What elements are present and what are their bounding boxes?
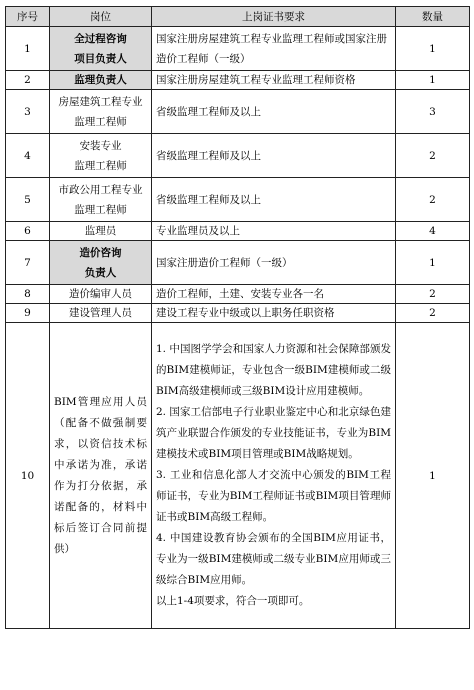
- header-index: 序号: [6, 7, 50, 27]
- table-row-6: [6, 222, 470, 241]
- row-quantity: 1: [396, 71, 470, 90]
- row-index: 10: [6, 323, 50, 629]
- row-requirement: 省级监理工程师及以上: [152, 178, 396, 222]
- role-line: 负责人: [84, 266, 117, 279]
- row-requirement: 省级监理工程师及以上: [152, 134, 396, 178]
- row-quantity: 3: [396, 90, 470, 134]
- table-row-3: [6, 90, 470, 134]
- row-requirement: 省级监理工程师及以上: [152, 90, 396, 134]
- row-role: [50, 27, 152, 71]
- table-row-2: [6, 71, 470, 90]
- row-index: 2: [6, 71, 50, 90]
- document-page: [5, 6, 470, 629]
- header-quantity: 数量: [396, 7, 470, 27]
- row-index: 4: [6, 134, 50, 178]
- row-role: [50, 241, 152, 285]
- requirement-item-4: 4. 中国建设教育协会颁布的全国BIM应用证书，专业为一级BIM建模师或二级专业BIM应用师或三级综合BIM应用师。: [156, 532, 391, 586]
- table-row-10: [6, 323, 470, 629]
- row-role: [50, 134, 152, 178]
- row-requirement: 造价工程师，土建、安装专业各一名: [152, 285, 396, 304]
- role-line: 项目负责人: [74, 52, 127, 65]
- table-row-4: [6, 134, 470, 178]
- role-line: 监理工程师: [74, 115, 127, 128]
- row-quantity: 1: [396, 323, 470, 629]
- row-role: [50, 90, 152, 134]
- requirement-item-2: 2. 国家工信部电子行业职业鉴定中心和北京绿色建筑产业联盟合作颁发的专业技能证书，专业为BIM建模技术或BIM项目管理或BIM战略规划。: [156, 406, 391, 460]
- table-row-9: [6, 304, 470, 323]
- row-requirement: 建设工程专业中级或以上职务任职资格: [152, 304, 396, 323]
- row-requirement: 专业监理员及以上: [152, 222, 396, 241]
- role-line: 监理工程师: [74, 159, 127, 172]
- table-row-7: [6, 241, 470, 285]
- row-index: 6: [6, 222, 50, 241]
- row-quantity: 1: [396, 27, 470, 71]
- row-index: 5: [6, 178, 50, 222]
- row-quantity: 2: [396, 285, 470, 304]
- row-role: [50, 222, 152, 241]
- row-index: 3: [6, 90, 50, 134]
- role-line: 全过程咨询: [74, 32, 127, 45]
- row-role: [50, 304, 152, 323]
- role-line: 房屋建筑工程专业: [58, 95, 143, 108]
- role-line: 监理负责人: [74, 74, 127, 86]
- row-index: 7: [6, 241, 50, 285]
- row-requirement: [152, 323, 396, 629]
- table-header-row: [6, 7, 470, 27]
- row-index: 9: [6, 304, 50, 323]
- row-index: 1: [6, 27, 50, 71]
- row-requirement: 国家注册房屋建筑工程专业监理工程师资格: [152, 71, 396, 90]
- row-role: [50, 285, 152, 304]
- row-requirement: 国家注册房屋建筑工程专业监理工程师或国家注册造价工程师（一级）: [152, 27, 396, 71]
- row-requirement: 国家注册造价工程师（一级）: [152, 241, 396, 285]
- row-role: [50, 178, 152, 222]
- role-line: 造价咨询: [79, 246, 122, 259]
- role-line: 安装专业: [79, 139, 122, 152]
- table-row-8: [6, 285, 470, 304]
- table-row-5: [6, 178, 470, 222]
- role-line: 市政公用工程专业: [58, 183, 143, 196]
- row-role: [50, 71, 152, 90]
- staffing-requirements-table: [5, 6, 470, 629]
- role-line: 建设管理人员: [69, 307, 132, 319]
- header-requirement: 上岗证书要求: [152, 7, 396, 27]
- row-quantity: 2: [396, 304, 470, 323]
- requirement-note: 以上1-4项要求，符合一项即可。: [156, 595, 310, 607]
- row-quantity: 2: [396, 178, 470, 222]
- requirement-item-3: 3. 工业和信息化部人才交流中心颁发的BIM工程师证书，专业为BIM工程师证书或BIM项目管理师证书或BIM高级工程师。: [156, 469, 391, 523]
- role-line: 监理工程师: [74, 203, 127, 216]
- row-quantity: 1: [396, 241, 470, 285]
- requirement-item-1: 1. 中国图学学会和国家人力资源和社会保障部颁发的BIM建模师证，专业包含一级BIM建模师或二级BIM高级建模师或三级BIM设计应用建模师。: [156, 343, 391, 397]
- row-index: 8: [6, 285, 50, 304]
- row-quantity: 4: [396, 222, 470, 241]
- role-line: 造价编审人员: [69, 288, 132, 300]
- role-line: 监理员: [84, 225, 117, 237]
- header-role: 岗位: [50, 7, 152, 27]
- table-row-1: [6, 27, 470, 71]
- row-quantity: 2: [396, 134, 470, 178]
- row-role: BIM管理应用人员（配备不做强制要求，以资信技术标中承诺为准，承诺作为打分依据，承诺配备的，材料中标后签订合同前提供）: [50, 323, 152, 629]
